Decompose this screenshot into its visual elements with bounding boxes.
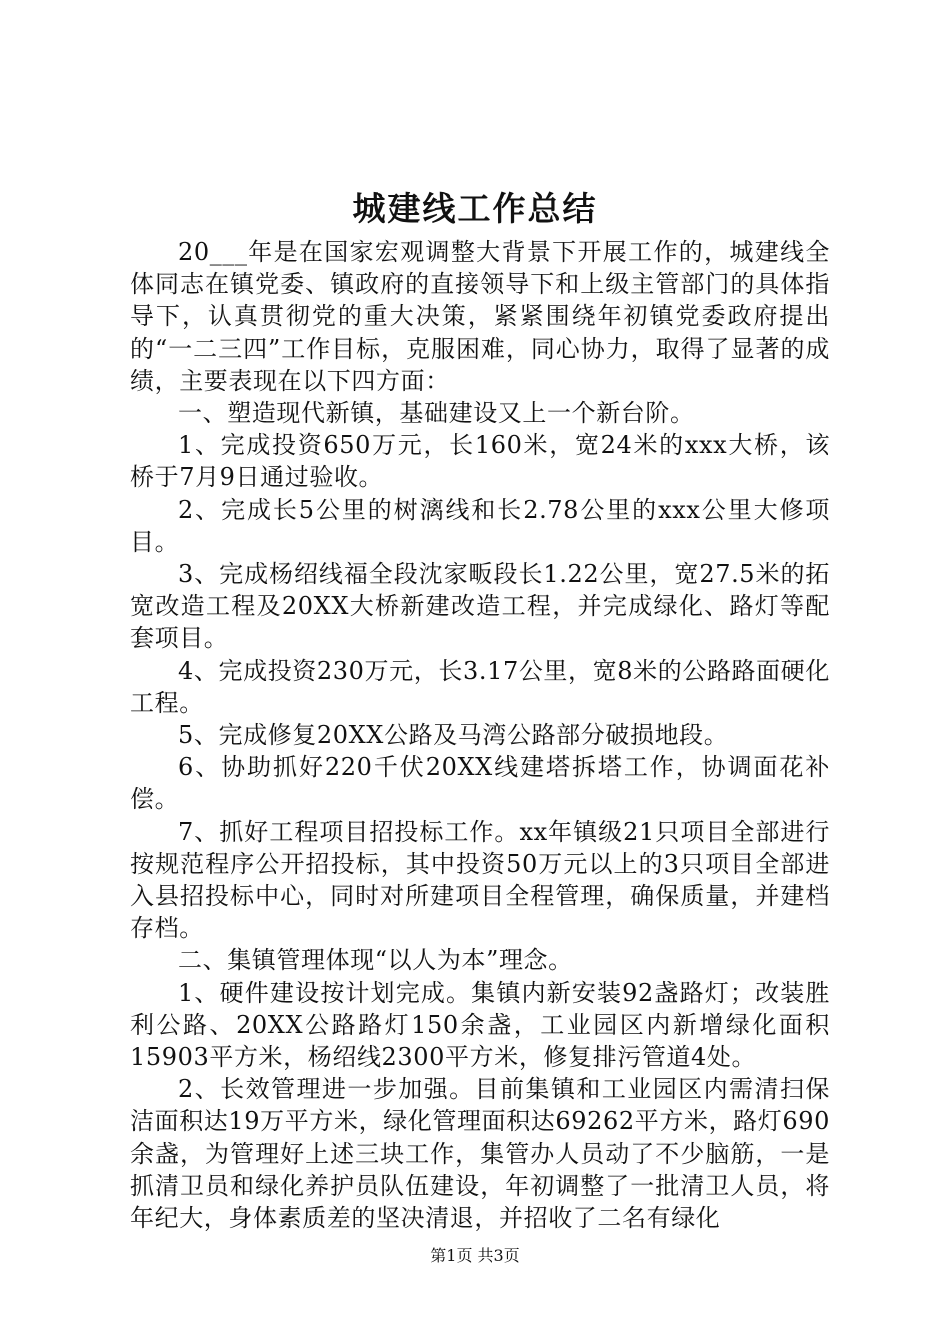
- document-title: 城建线工作总结: [352, 189, 598, 228]
- list-item: 1、硬件建设按计划完成。集镇内新安装92盏路灯；改装胜利公路、20XX公路路灯150余盏，工业园区内新增绿化面积15903平方米，杨绍线2300平方米，修复排污管道4处。: [130, 978, 830, 1072]
- section-heading-2: 二、集镇管理体现“以人为本”理念。: [178, 946, 573, 975]
- section-heading-1: 一、塑造现代新镇，基础建设又上一个新台阶。: [178, 399, 695, 428]
- list-item: 4、完成投资230万元，长3.17公里，宽8米的公路路面硬化工程。: [130, 656, 830, 717]
- list-item: 3、完成杨绍线福全段沈家畈段长1.22公里，宽27.5米的拓宽改造工程及20XX大桥新建改造工程，并完成绿化、路灯等配套项目。: [130, 560, 830, 653]
- list-item: 1、完成投资650万元，长160米，宽24米的xxx大桥，该桥于7月9日通过验收。: [130, 431, 830, 492]
- document-body: [130, 236, 830, 1234]
- list-item: 5、完成修复20XX公路及马湾公路部分破损地段。: [178, 721, 729, 750]
- paragraph-intro: 20___年是在国家宏观调整大背景下开展工作的，城建线全体同志在镇党委、镇政府的直接领导下和上级主管部门的具体指导下，认真贯彻党的重大决策，紧紧围绕年初镇党委政府提出的“一二三四”工作目标，克服困难，同心协力，取得了显著的成绩，主要表现在以下四方面：: [130, 238, 830, 395]
- page-number: 第1页 共3页: [430, 1246, 520, 1265]
- list-item: 7、抓好工程项目招投标工作。xx年镇级21只项目全部进行按规范程序公开招投标，其中投资50万元以上的3只项目全部进入县招投标中心，同时对所建项目全程管理，确保质量，并建档存档。: [130, 817, 830, 943]
- list-item: 2、完成长5公里的树漓线和长2.78公里的xxx公里大修项目。: [130, 495, 830, 556]
- list-item: 2、长效管理进一步加强。目前集镇和工业园区内需清扫保洁面积达19万平方米，绿化管理面积达69262平方米，路灯690余盏，为管理好上述三块工作，集管办人员动了不少脑筋，一是抓清卫员和绿化养护员队伍建设，年初调整了一批清卫人员，将年纪大，身体素质差的坚决清退，并招收了二名有绿化: [130, 1075, 830, 1233]
- list-item: 6、协助抓好220千伏20XX线建塔拆塔工作，协调面花补偿。: [130, 753, 830, 814]
